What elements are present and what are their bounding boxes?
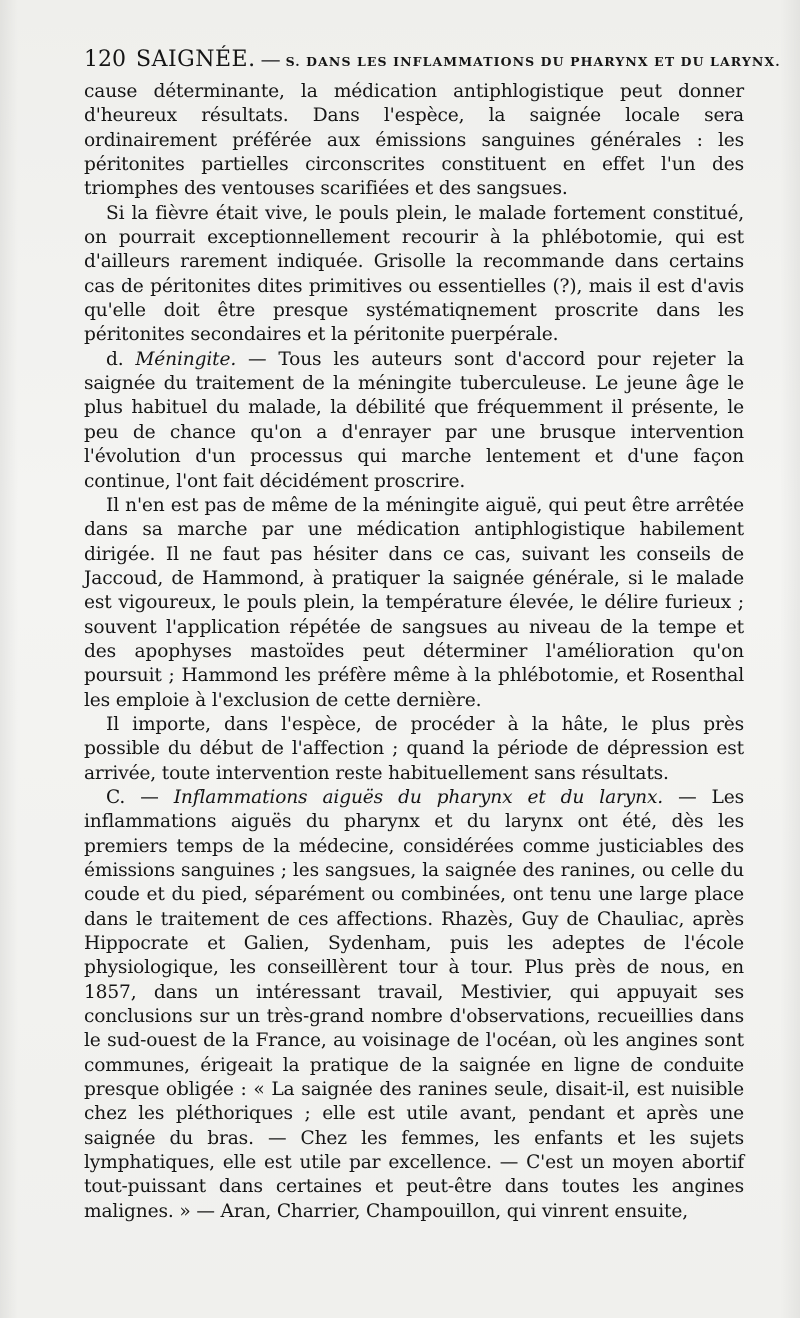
paragraph-pharynx [84, 786, 744, 1224]
paragraph-1: cause déterminante, la médication antiphlogistique peut donner d'heureux résultats. Dans l'espèce, la saignée locale sera ordinairement préférée aux émissions sanguines générales : les péritonites partielles circonscrites constituent en effet l'un des triomphes des ventouses scarifiées et des sangsues. [84, 81, 744, 200]
running-title: SAIGNÉE. [136, 47, 256, 72]
paragraph-pharynx-text: — Les inflammations aiguës du pharynx et du larynx ont été, dès les premiers temps de la médecine, considérées comme justiciables des émissions sanguines ; les sangsues, la saignée des ranines, ou celle du coude et du pied, séparément ou combinées, ont tenu une large place dans le traitement de ces affections. Rhazès, Guy de Chauliac, après Hippocrate et Galien, Sydenham, puis les adeptes de l'école physiologique, les conseillèrent tour à tour. Plus près de nous, en 1857, dans un intéressant travail, Mestivier, qui appuyait ses conclusions sur un très-grand nombre d'observations, recueillies dans le sud-ouest de la France, au voisinage de l'océan, où les angines sont communes, érigeait la pratique de la saignée en ligne de conduite presque obligée : « La saignée des ranines seule, disait-il, est nuisible chez les pléthoriques ; elle est utile avant, pendant et après une saignée du bras. — Chez les femmes, les enfants et les sujets lymphatiques, elle est utile par excellence. — C'est un moyen abortif tout-puissant dans certaines et peut-être dans toutes les angines malignes. » — Aran, Charrier, Champouillon, qui vinrent ensuite, [84, 786, 744, 1222]
paragraph-5: Il importe, dans l'espèce, de procéder à la hâte, le plus près possible du début de l'affection ; quand la période de dépression est arrivée, toute intervention reste habituellement sans résultats. [84, 713, 744, 784]
paragraph-meningitis-text: — Tous les auteurs sont d'accord pour rejeter la saignée du traitement de la méningite tuberculeuse. Le jeune âge le plus habituel du malade, la débilité que fréquemment il présente, le peu de chance qu'on a d'enrayer par une brusque intervention l'évolution d'un processus qui marche lentement et d'une façon continue, l'ont fait décidément proscrire. [84, 348, 745, 492]
paragraph-2: Si la fièvre était vive, le pouls plein, le malade fortement constitué, on pourrait exceptionnellement recourir à la phlébotomie, qui est d'ailleurs rarement indiquée. Grisolle la recommande dans certains cas de péritonites dites primitives ou essentielles (?), mais il est d'avis qu'elle doit être presque systématiqnement proscrite dans les péritonites secondaires et la péritonite puerpérale. [84, 202, 744, 346]
section-label-c: C. — [106, 786, 174, 808]
section-title-meningite: Méningite. [135, 348, 237, 370]
section-label-d: d. [106, 348, 136, 370]
paragraph-4: Il n'en est pas de même de la méningite aiguë, qui peut être arrêtée dans sa marche par une médication antiphlogistique habilement dirigée. Il ne faut pas hésiter dans ce cas, suivant les conseils de Jaccoud, de Hammond, à pratiquer la saignée générale, si le malade est vigoureux, le pouls plein, la température élevée, le délire furieux ; souvent l'application répétée de sangsues au niveau de la tempe et des apophyses mastoïdes peut déterminer l'amélioration qu'on poursuit ; Hammond les préfère même à la phlébotomie, et Rosenthal les emploie à l'exclusion de cette dernière. [84, 494, 744, 711]
section-heading: S. DANS LES INFLAMMATIONS DU PHARYNX ET DU LARYNX. [285, 54, 781, 69]
page-body [84, 80, 744, 1224]
paragraph-meningitis [84, 348, 744, 494]
running-header [84, 45, 781, 73]
section-title-inflammations: Inflammations aiguës du pharynx et du larynx. [173, 786, 664, 808]
header-dash: — [260, 47, 281, 71]
page-number: 120 [84, 47, 126, 72]
